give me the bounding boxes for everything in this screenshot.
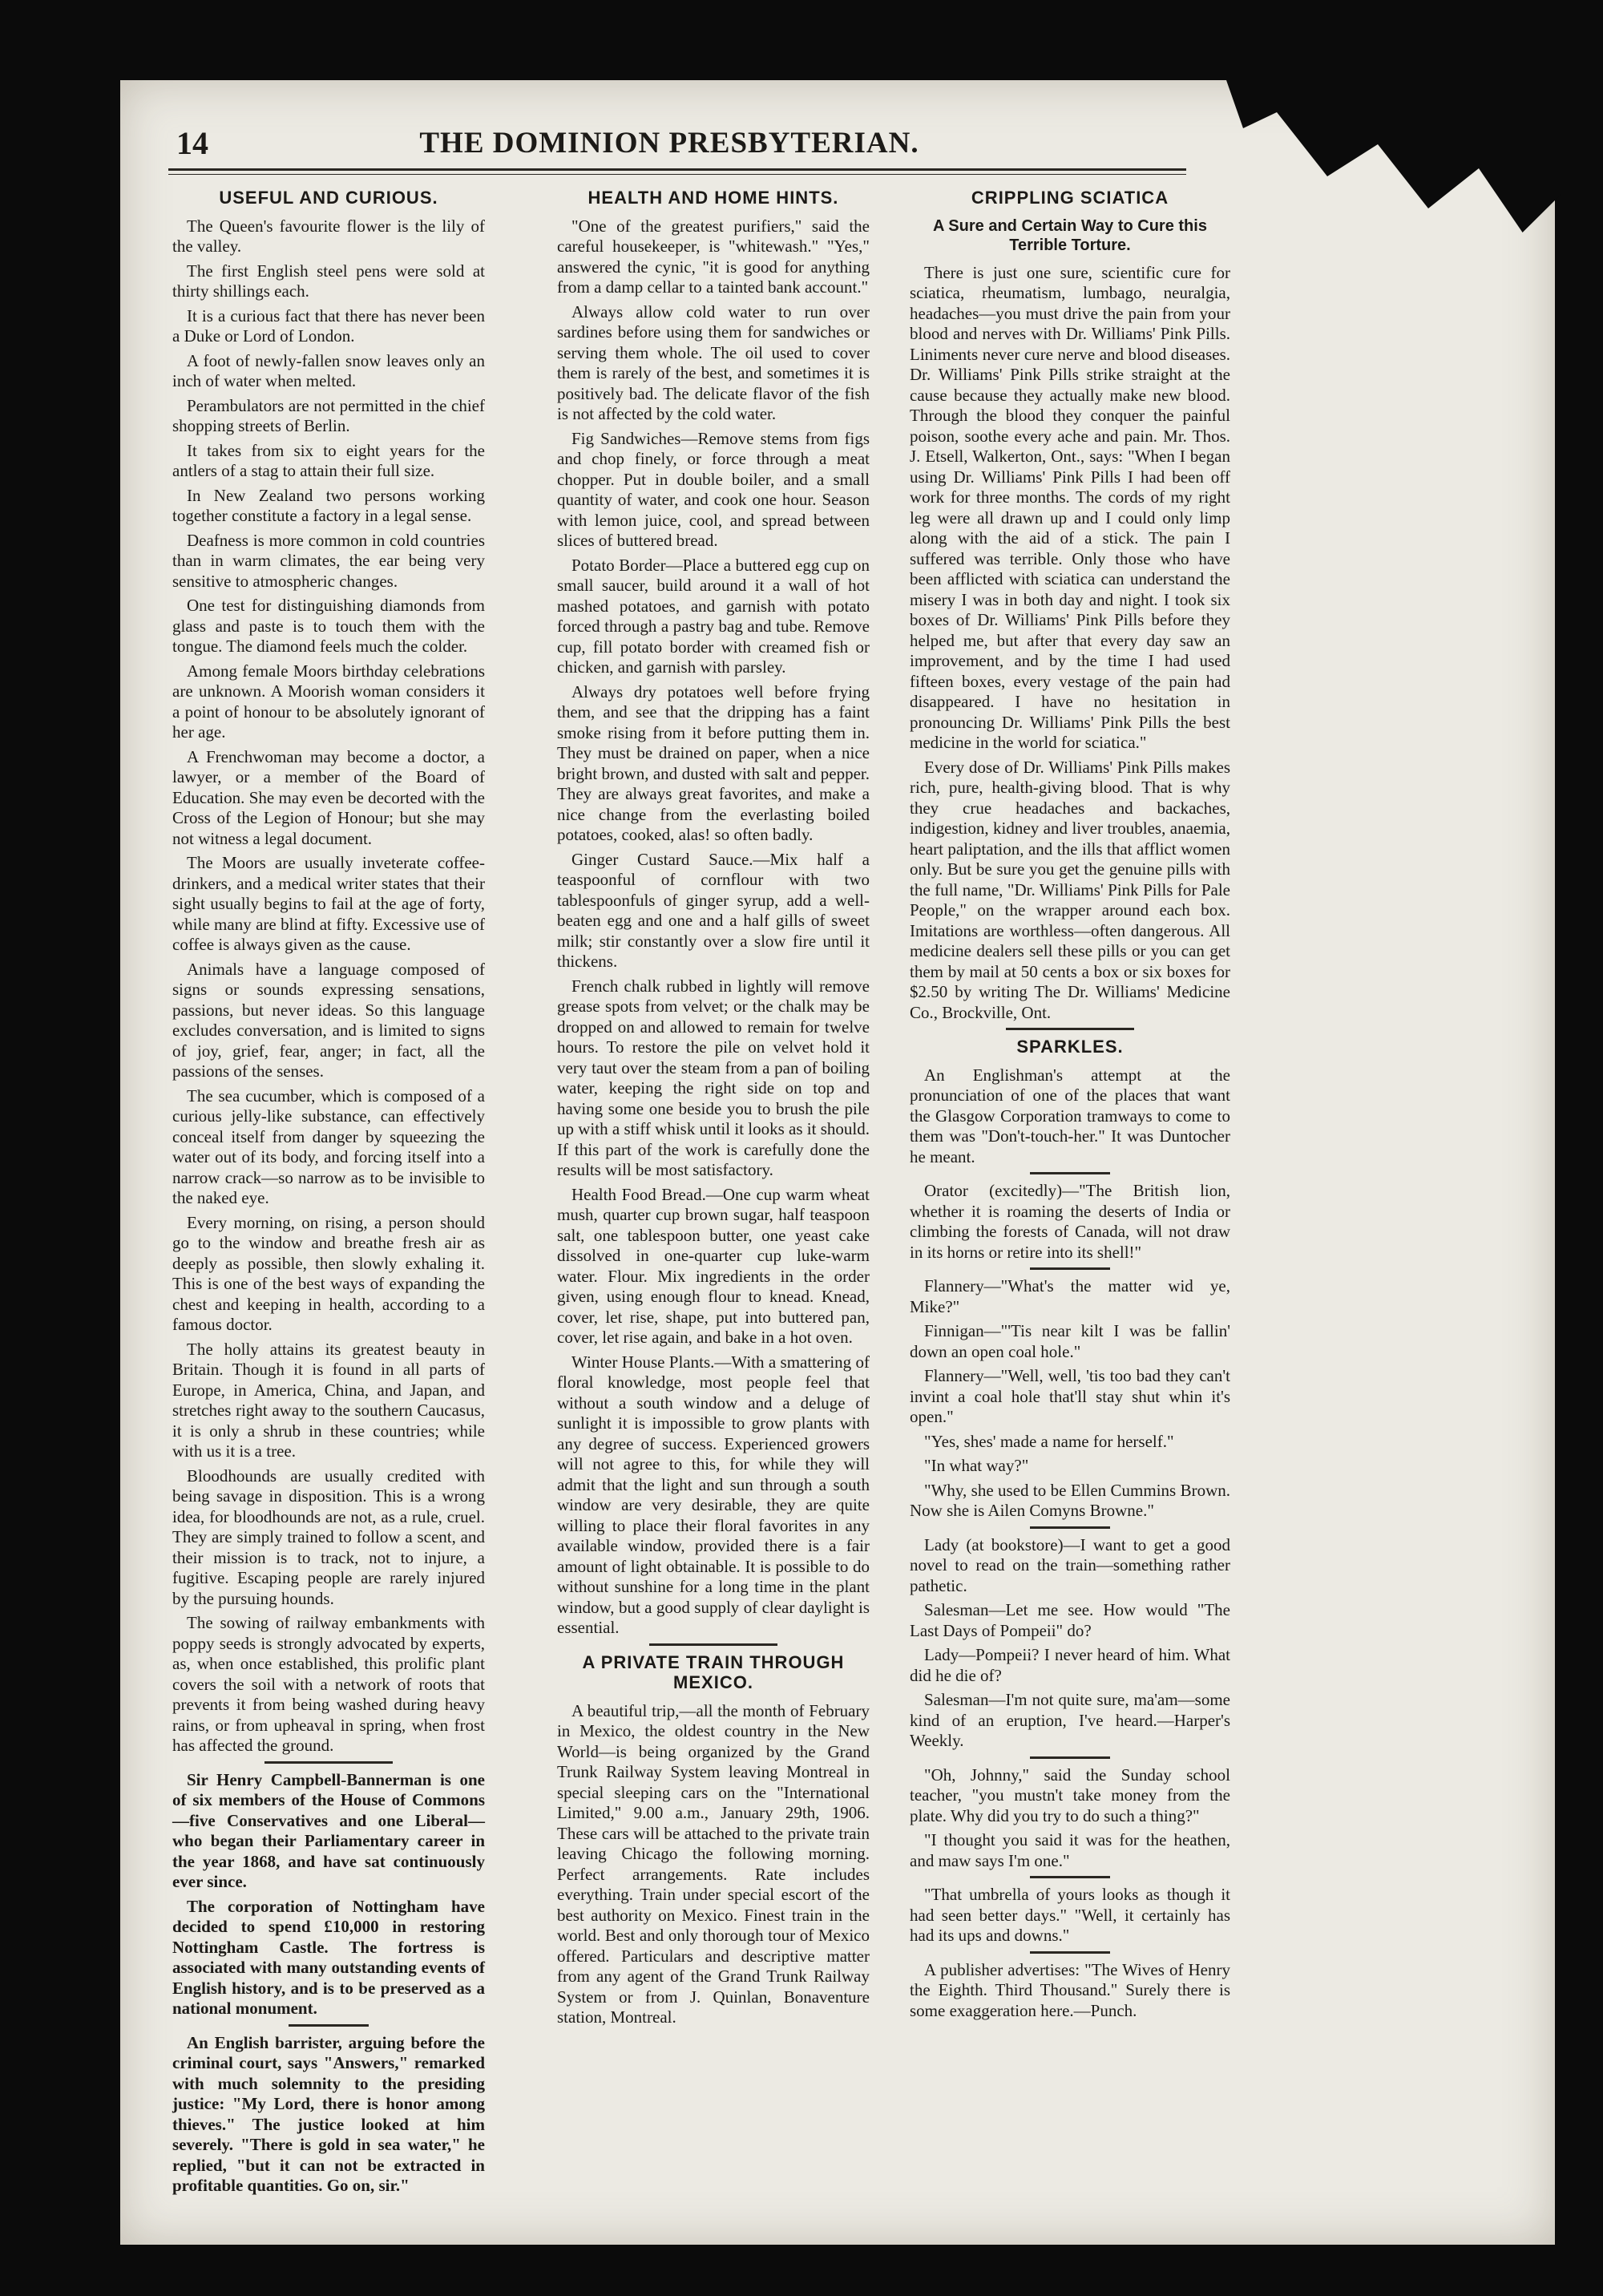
- article-body: [557, 1701, 870, 2028]
- paragraph: An English barrister, arguing before the criminal court, says "Answers," remarked with much solemnity to the presiding justice: "My Lord, there is honor among thieves." The justice looked at him severely. "There is gold in sea water," he replied, "but it can not be extracted in profitable quantities. Go on, sir.": [172, 2032, 485, 2195]
- separator: [289, 2024, 369, 2027]
- paragraph: Perambulators are not permitted in the chief shopping streets of Berlin.: [172, 395, 485, 435]
- joke-paragraph: Lady (at bookstore)—I want to get a good novel to read on the train—something rather pathetic.: [910, 1534, 1230, 1595]
- page-header: [168, 124, 1170, 172]
- joke-paragraph: "I thought you said it was for the heathen, and maw says I'm one.": [910, 1830, 1230, 1870]
- page-number: 14: [176, 125, 208, 161]
- separator: [1030, 1876, 1110, 1878]
- paragraph: The first English steel pens were sold at thirty shillings each.: [172, 261, 485, 301]
- separator: [1030, 1172, 1110, 1174]
- torn-corner: [1226, 80, 1563, 241]
- paragraph: Fig Sandwiches—Remove stems from figs and chop finely, or force through a meat chopper. Put in double boiler, and a small quantity of water, and cook one hour. Season with lemon juice, cool, and spread between slices of buttered bread.: [557, 428, 870, 550]
- joke-paragraph: Salesman—I'm not quite sure, ma'am—some kind of an eruption, I've heard.—Harper's Weekly.: [910, 1690, 1230, 1750]
- paragraph: "One of the greatest purifiers," said the careful housekeeper, is "whitewash." "Yes," answered the cynic, "it is good for anything from a damp cellar to a tainted bank account.": [557, 216, 870, 297]
- paragraph: A beautiful trip,—all the month of February in Mexico, the oldest country in the New World—is being organized by the Grand Trunk Railway System leaving Montreal in special sleeping cars on the "International Limited," 9.00 a.m., January 29th, 1906. These cars will be attached to the private train leaving Chicago the following morning. Perfect arrangements. Rate includes everything. Train under special escort of the best authority on Mexico. Finest train in the world. Best and only thorough tour of Mexico offered. Particulars and descriptive matter from any agent of the Grand Trunk Railway System or from J. Quinlan, Bonaventure station, Montreal.: [557, 1700, 870, 2027]
- column-useful-and-curious: [172, 184, 485, 2201]
- column-crippling-sciatica: [910, 184, 1230, 2025]
- section-title: USEFUL AND CURIOUS.: [219, 188, 438, 208]
- paragraph: The sea cucumber, which is composed of a curious jelly-like substance, can effectively conceal itself from danger by squeezing the water out of its body, and forcing itself into a narrow crack—so narrow as to be invisible to the naked eye.: [172, 1085, 485, 1207]
- joke-paragraph: Flannery—"What's the matter wid ye, Mike?": [910, 1276, 1230, 1316]
- section-title: CRIPPLING SCIATICA: [971, 188, 1169, 208]
- paragraph: Sir Henry Campbell-Bannerman is one of six members of the House of Commons—five Conservatives and one Liberal—who began their Parliamentary career in the year 1868, and have sat continuously ever since.: [172, 1769, 485, 1891]
- paragraph: The Moors are usually inveterate coffee-drinkers, and a medical writer states that their sight usually begins to fail at the age of forty, while many are blind at fifty. Excessive use of coffee is always given as the cause.: [172, 853, 485, 954]
- paragraph: Always dry potatoes well before frying them, and see that the dripping has a faint smoke rising from it before putting them in. They must be drained on paper, when a nice bright brown, and dusted with salt and pepper. They are always great favorites, and make a nice change from the everlasting boiled potatoes, cooked, alas! so often badly.: [557, 681, 870, 844]
- joke-paragraph: "Why, she used to be Ellen Cummins Brown. Now she is Ailen Comyns Browne.": [910, 1480, 1230, 1520]
- joke-paragraph: Finnigan—"'Tis near kilt I was be fallin' down an open coal hole.": [910, 1321, 1230, 1361]
- separator: [1030, 1267, 1110, 1270]
- paragraph: The Queen's favourite flower is the lily of the valley.: [172, 216, 485, 256]
- header-rule: [168, 168, 1186, 175]
- separator: [1030, 1951, 1110, 1954]
- section-title-sparkles: SPARKLES.: [1016, 1037, 1124, 1057]
- masthead: THE DOMINION PRESBYTERIAN.: [419, 127, 919, 160]
- joke-paragraph: Orator (excitedly)—"The British lion, whether it is roaming the deserts of India or climbing the forests of Canada, will not draw in its horns or retire into its shell!": [910, 1181, 1230, 1262]
- paragraph: There is just one sure, scientific cure for sciatica, rheumatism, lumbago, neuralgia, headaches—you must drive the pain from your blood and nerves with Dr. Williams' Pink Pills. Liniments never cure nerve and blood diseases. Dr. Williams' Pink Pills strike straight at the cause because they actually make new blood. Through the blood they conquer the painful poison, soothe every ache and pain. Mr. Thos. J. Etsell, Walkerton, Ont., says: "When I began using Dr. Williams' Pink Pills I had been off work for three months. The cords of my right leg were all drawn up and I could only limp along with the aid of a stick. The pain I suffered was terrible. Only those who have been afflicted with sciatica can understand the misery I was in both day and night. I took six boxes of Dr. Williams' Pink Pills before they helped me, but after that every day saw an improvement, and by the time I had used fifteen boxes, every vestage of the pain had disappeared. I have no hesitation in pronouncing Dr. Williams' Pink Pills the best medicine in the world for sciatica.": [910, 262, 1230, 752]
- paragraph: It takes from six to eight years for the antlers of a stag to attain their full size.: [172, 440, 485, 480]
- paragraph: Among female Moors birthday celebrations are unknown. A Moorish woman considers it a point of honour to be absolutely ignorant of her age.: [172, 661, 485, 742]
- paragraph: The corporation of Nottingham have decided to spend £10,000 in restoring Nottingham Castle. The fortress is associated with many outstanding events of English history, and is to be preserved as a national monument.: [172, 1896, 485, 2018]
- joke-paragraph: Salesman—Let me see. How would "The Last Days of Pompeii" do?: [910, 1600, 1230, 1640]
- separator: [1030, 1756, 1110, 1759]
- joke-paragraph: An Englishman's attempt at the pronunciation of one of the places that want the Glasgow Corporation tramways to come to them was "Don't-touch-her." It was Duntocher he meant.: [910, 1065, 1230, 1166]
- joke-paragraph: Flannery—"Well, well, 'tis too bad they can't invint a coal hole that'll stay shut whin it's open.": [910, 1366, 1230, 1426]
- paragraph: Every morning, on rising, a person should go to the window and breathe fresh air as deeply as possible, then slowly exhaling it. This is one of the best ways of expanding the chest and keeping in health, according to a famous doctor.: [172, 1212, 485, 1334]
- column-health-and-home-hints: [557, 184, 870, 2032]
- article-body: [172, 2033, 485, 2197]
- paragraph: One test for distinguishing diamonds from glass and paste is to touch them with the tongue. The diamond feels much the colder.: [172, 596, 485, 656]
- paragraph: Deafness is more common in cold countries than in warm climates, the ear being very sensitive to atmospheric changes.: [172, 530, 485, 591]
- paragraph: A Frenchwoman may become a doctor, a lawyer, or a member of the Board of Education. She may even be decorted with the Cross of the Legion of Honour; but she may not witness a legal document.: [172, 746, 485, 848]
- separator: [649, 1643, 777, 1646]
- paragraph: Ginger Custard Sauce.—Mix half a teaspoonful of cornflour with two tablespoonfuls of ginger syrup, add a well-beaten egg and one and a half gills of sweet milk; stir constantly over a slow fire until it thickens.: [557, 849, 870, 971]
- separator: [264, 1761, 393, 1764]
- article-body: [172, 1770, 485, 2019]
- paragraph: In New Zealand two persons working together constitute a factory in a legal sense.: [172, 485, 485, 525]
- paragraph: Health Food Bread.—One cup warm wheat mush, quarter cup brown sugar, half teaspoon salt, one tablespoon butter, one yeast cake dissolved in one-quarter cup luke-warm water. Flour. Mix ingredients in the order given, using enough flour to knead. Knead, cover, let rise, shape, put into buttered pan, cover, let rise again, and bake in a hot oven.: [557, 1184, 870, 1347]
- joke-paragraph: Lady—Pompeii? I never heard of him. What did he die of?: [910, 1645, 1230, 1685]
- paragraph: Bloodhounds are usually credited with being savage in disposition. This is a wrong idea, for bloodhounds are not, as a rule, cruel. They are simply trained to follow a scent, and their mission is to track, not to injure, a fugitive. Escaping people are rarely injured by the pursuing hounds.: [172, 1465, 485, 1608]
- paragraph: The sowing of railway embankments with poppy seeds is strongly advocated by experts, as, when once established, this prolific plant covers the soil with a network of roots that prevents it from being washed during heavy rains, or from upheaval in spring, when frost has affected the ground.: [172, 1613, 485, 1755]
- paragraph: Winter House Plants.—With a smattering of floral knowledge, most people feel that without a south window and a deluge of sunlight it is impossible to grow plants with any degree of success. Experienced growers will not agree to this, for while they will admit that the light and sun through a south window are very desirable, they are quite willing to place their floral favorites in any available window, provided there is a fair amount of light obtainable. It is possible to do without sunshine for a long time in the plant window, but a good supply of clear daylight is essential.: [557, 1352, 870, 1637]
- paragraph: Animals have a language composed of signs or sounds expressing sensations, passions, but never ideas. So this language excludes conversation, and is limited to signs of joy, grief, fear, anger; in fact, all the passions of the senses.: [172, 959, 485, 1081]
- paragraph: Potato Border—Place a buttered egg cup on small saucer, build around it a wall of hot mashed potatoes, and garnish with potato forced through a pastry bag and tube. Remove cup, fill potato border with creamed fish or chicken, and garnish with parsley.: [557, 555, 870, 677]
- article-body: [910, 263, 1230, 1024]
- section-subtitle: A Sure and Certain Way to Cure this Terrible Torture.: [933, 216, 1207, 254]
- section-title-mexico: A PRIVATE TRAIN THROUGH MEXICO.: [582, 1651, 845, 1692]
- article-body: [557, 216, 870, 1639]
- paragraph: A foot of newly-fallen snow leaves only an inch of water when melted.: [172, 350, 485, 390]
- joke-paragraph: "Yes, shes' made a name for herself.": [924, 1431, 1174, 1451]
- joke-paragraph: A publisher advertises: "The Wives of Henry the Eighth. Third Thousand." Surely there is some exaggeration here.—Punch.: [910, 1959, 1230, 2020]
- paragraph: Every dose of Dr. Williams' Pink Pills makes rich, pure, health-giving blood. That is why they crue headaches and backaches, indigestion, kidney and liver troubles, anaemia, heart paliptation, and the ills that afflict women only. But be sure you get the genuine pills with the full name, "Dr. Williams' Pink Pills for Pale People," on the wrapper around each box. Imitations are worthless—often dangerous. All medicine dealers sell these pills or you can get them by mail at 50 cents a box or six boxes for $2.50 by writing The Dr. Williams' Medicine Co., Brockville, Ont.: [910, 757, 1230, 1022]
- joke-paragraph: "That umbrella of yours looks as though it had seen better days." "Well, it certainly has had its ups and downs.": [910, 1885, 1230, 1945]
- joke-paragraph: "In what way?": [924, 1456, 1029, 1475]
- jokes-list: [910, 1065, 1230, 2022]
- joke-paragraph: "Oh, Johnny," said the Sunday school teacher, "you mustn't take money from the plate. Why did you try to do such a thing?": [910, 1764, 1230, 1825]
- separator: [1030, 1526, 1110, 1529]
- paragraph: Always allow cold water to run over sardines before using them for sandwiches or serving them whole. The oil used to cover them is rarely of the best, and sometimes it is positively bad. The delicate flavor of the fish is not affected by the cold water.: [557, 301, 870, 423]
- paragraph: The holly attains its greatest beauty in Britain. Though it is found in all parts of Europe, in America, China, and Japan, and stretches right away to the southern Caucasus, it is only a shrub in these countries; while with us it is a tree.: [172, 1339, 485, 1461]
- separator: [1006, 1028, 1134, 1030]
- article-body: [172, 216, 485, 1756]
- paragraph: French chalk rubbed in lightly will remove grease spots from velvet; or the chalk may be dropped on and allowed to remain for twelve hours. To restore the pile on velvet hold it very taut over the steam from a pan of boiling water, keeping the right side on top and having some one beside you to brush the pile up with a stiff whisk until it looks as it should. If this part of the work is carefully done the results will be most satisfactory.: [557, 976, 870, 1179]
- section-title: HEALTH AND HOME HINTS.: [587, 188, 839, 208]
- paragraph: It is a curious fact that there has never been a Duke or Lord of London.: [172, 305, 485, 346]
- newspaper-page: [120, 80, 1555, 2245]
